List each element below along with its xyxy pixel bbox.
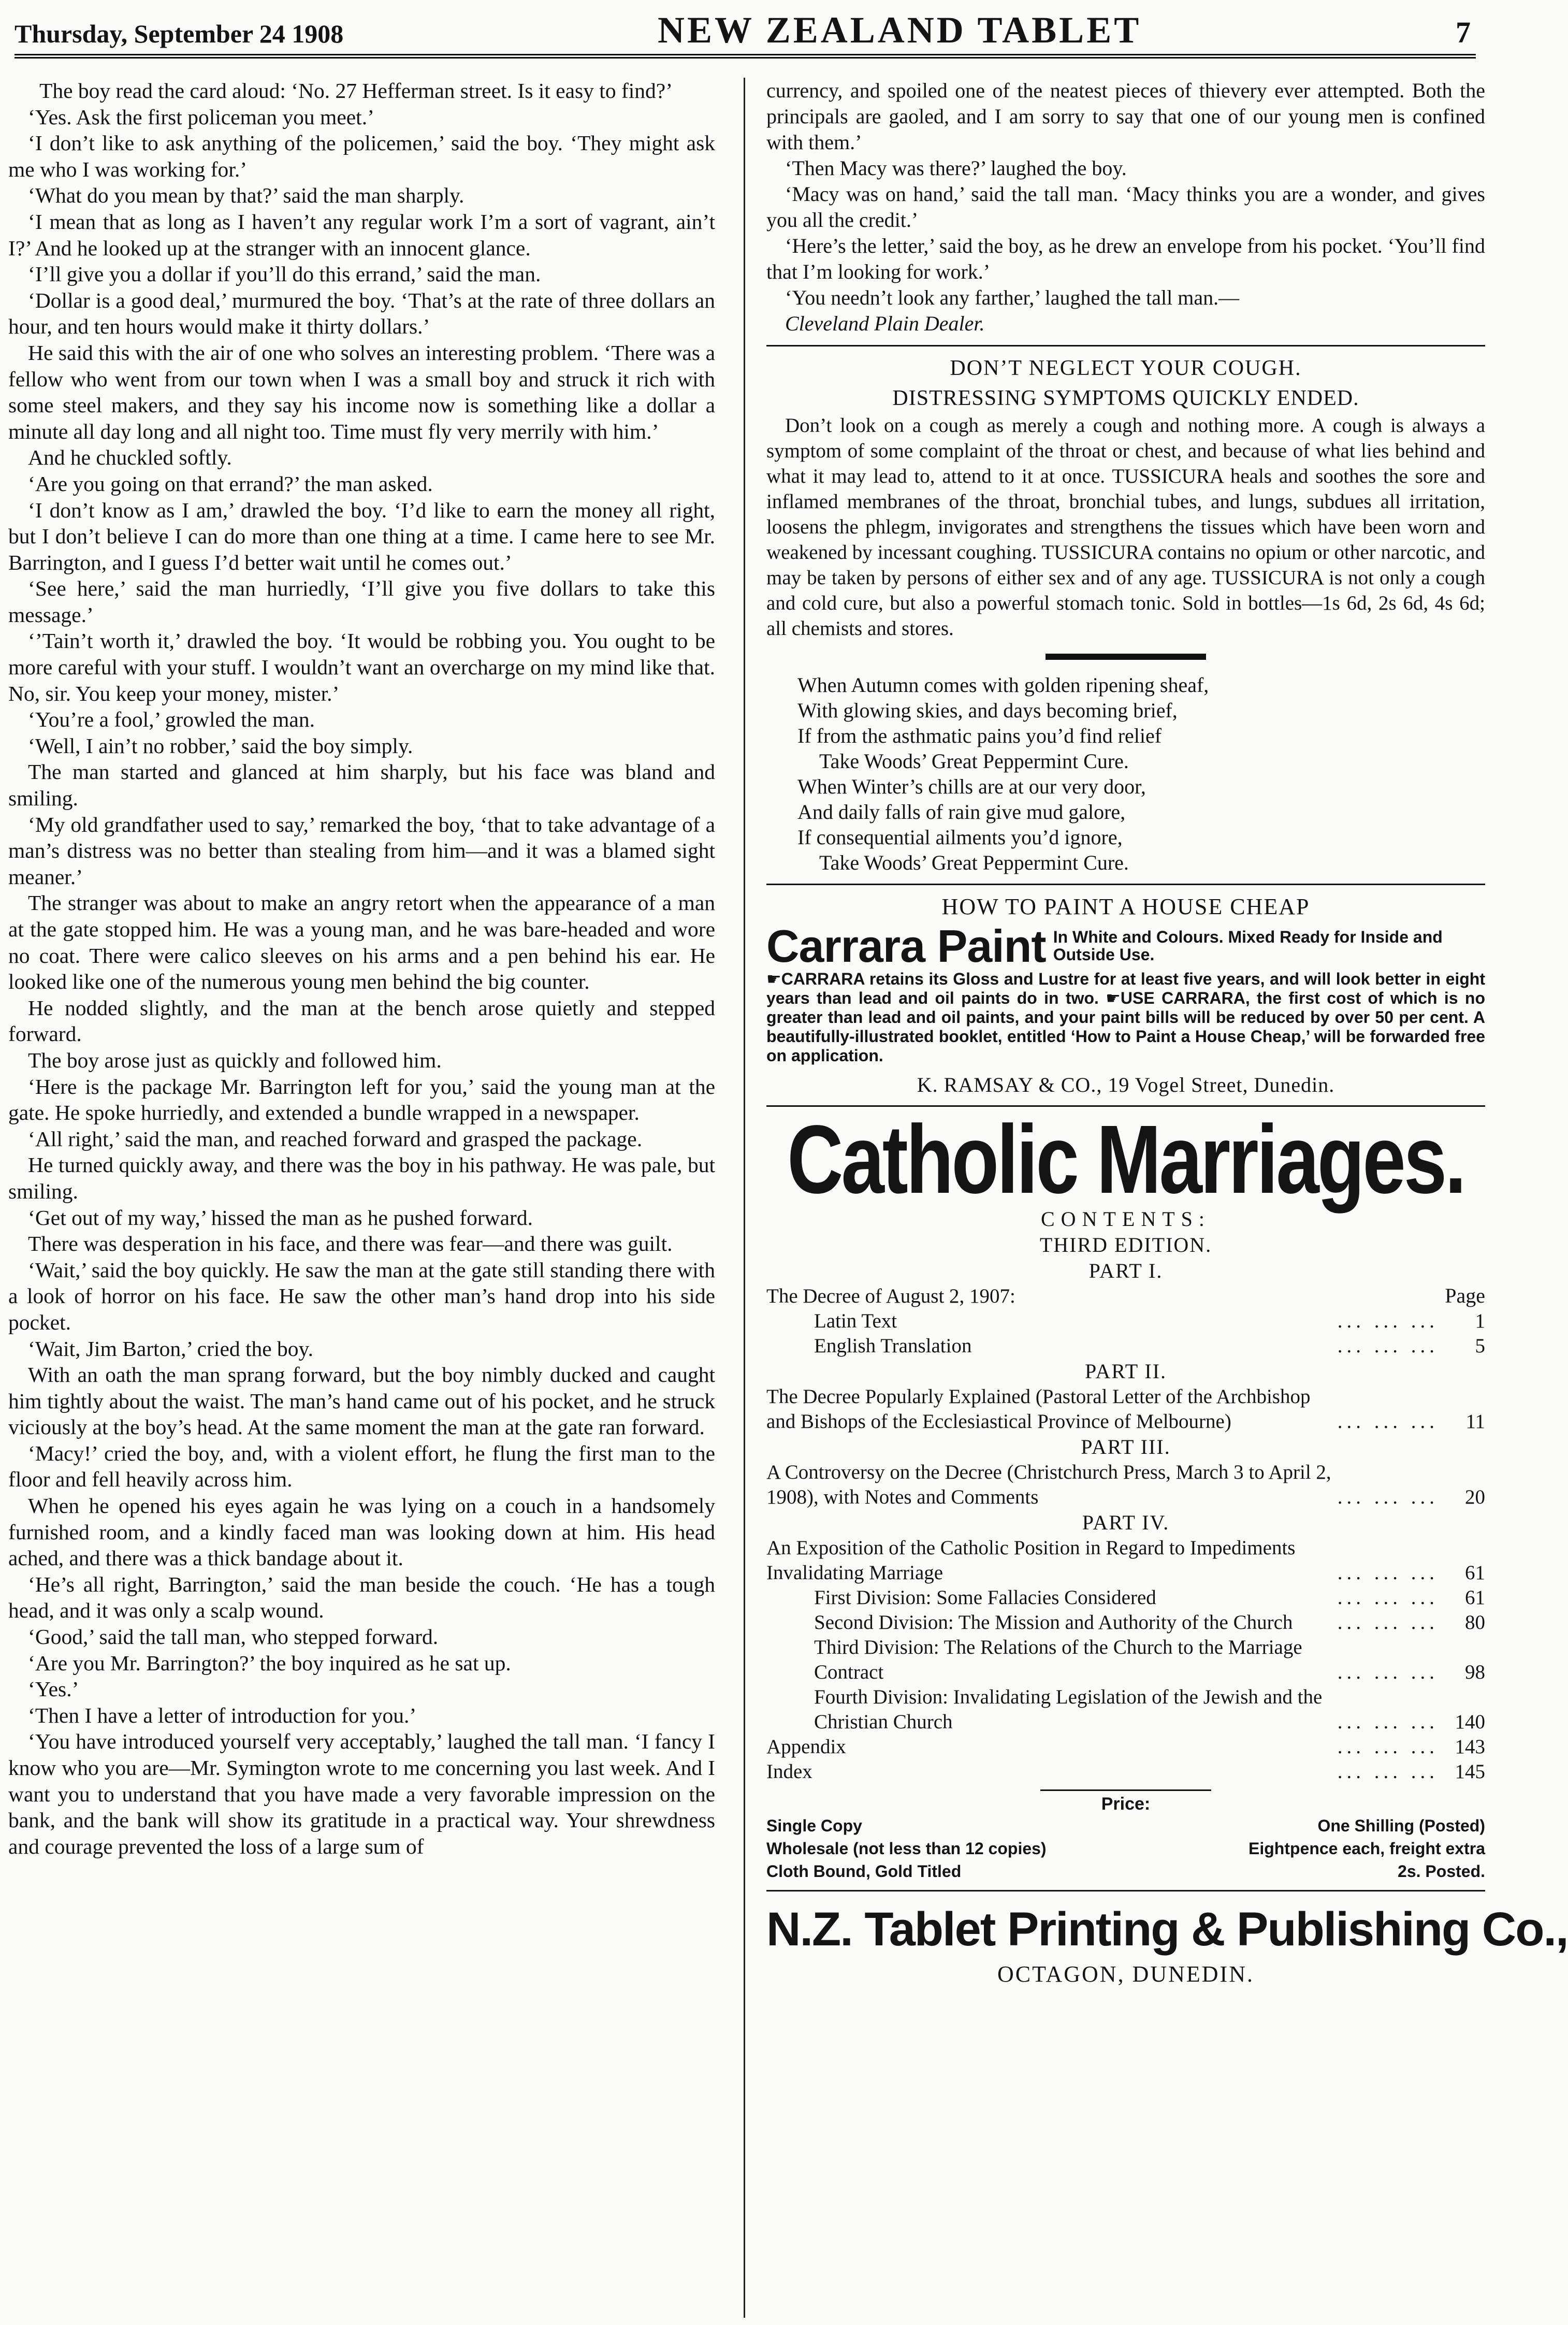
story-paragraph: There was desperation in his face, and there was fear—and there was guilt.	[28, 1232, 673, 1256]
paint-advertisement	[766, 893, 1485, 1097]
price-amount: 2s. Posted.	[1398, 1862, 1485, 1881]
masthead	[14, 9, 1476, 59]
source-line: Cleveland Plain Dealer.	[785, 312, 985, 335]
story-paragraph: With an oath the man sprang forward, but the boy nimbly ducked and caught him tightly about the waist. The man’s hand came out of his pocket, and he struck viciously at the boy’s head. At the same moment the man at the gate ran forward.	[8, 1363, 715, 1439]
toc-entry-text: The Decree of August 2, 1907:	[766, 1285, 1015, 1307]
verse-line: When Winter’s chills are at our very door,	[797, 775, 1146, 798]
price-row	[766, 1837, 1485, 1860]
toc-leader: ... ... ...	[1337, 1611, 1439, 1634]
story-text	[8, 78, 715, 1859]
story-paragraph: ‘Dollar is a good deal,’ murmured the boy. ‘That’s at the rate of three dollars an hour, and ten hours would make it thirty dollars.’	[8, 288, 715, 339]
paint-company: K. RAMSAY & CO., 19 Vogel Street, Dunedin.	[917, 1073, 1335, 1096]
cough-advertisement	[766, 356, 1485, 641]
toc-leader: ... ... ...	[1337, 1562, 1439, 1584]
story-paragraph: The boy arose just as quickly and followed him.	[28, 1048, 442, 1072]
verse-line: Take Woods’ Great Peppermint Cure.	[819, 749, 1129, 773]
toc-leader: ... ... ...	[1337, 1661, 1439, 1683]
verse-line: With glowing skies, and days becoming brief,	[797, 699, 1178, 722]
story-paragraph: He nodded slightly, and the man at the bench arose quietly and stepped forward.	[8, 995, 715, 1046]
verse-line: If from the asthmatic pains you’d find relief	[797, 724, 1162, 747]
toc-entry	[766, 1334, 1485, 1359]
contents-label: CONTENTS:	[1041, 1207, 1211, 1231]
verse-line: When Autumn comes with golden ripening sheaf,	[797, 673, 1209, 697]
toc-entry-text: Appendix	[766, 1736, 846, 1758]
toc-entry	[766, 1610, 1485, 1635]
toc-entry-text: Third Division: The Relations of the Church to the Marriage Contract	[814, 1636, 1302, 1683]
toc-leader: ... ... ...	[1337, 1586, 1439, 1609]
cough-subheading: DISTRESSING SYMPTOMS QUICKLY ENDED.	[892, 386, 1359, 410]
paint-tagline: In White and Colours. Mixed Ready for Inside and Outside Use.	[1053, 928, 1443, 964]
divider	[766, 884, 1485, 885]
toc-entry	[766, 1309, 1485, 1334]
story-paragraph: The boy read the card aloud: ‘No. 27 Hefferman street. Is it easy to find?’	[39, 79, 673, 103]
story-paragraph: ‘Well, I ain’t no robber,’ said the boy simply.	[28, 733, 413, 758]
toc-leader: ... ... ...	[1337, 1335, 1439, 1357]
right-column	[766, 78, 1568, 2320]
price-row	[766, 1860, 1485, 1883]
toc-entry-page: 61	[1465, 1586, 1485, 1609]
toc-entry	[766, 1759, 1485, 1784]
price-item: Cloth Bound, Gold Titled	[766, 1862, 962, 1881]
toc-entry-text: First Division: Some Fallacies Considered	[814, 1586, 1156, 1609]
toc-part-heading: PART II.	[1084, 1360, 1167, 1383]
toc-entry-text: Second Division: The Mission and Authority of the Church	[814, 1611, 1293, 1634]
story-continuation	[766, 78, 1485, 311]
column-divider	[744, 78, 745, 2318]
divider	[766, 1890, 1485, 1891]
story-paragraph: ‘All right,’ said the man, and reached forward and grasped the package.	[28, 1127, 643, 1151]
story-paragraph: ‘Then I have a letter of introduction for you.’	[28, 1703, 417, 1727]
toc-leader: ... ... ...	[1337, 1711, 1439, 1733]
issue-date: Thursday, September 24 1908	[14, 19, 344, 48]
toc-entry	[766, 1685, 1485, 1735]
toc-part-heading: PART III.	[1081, 1435, 1171, 1458]
story-paragraph: When he opened his eyes again he was lying on a couch in a handsomely furnished room, and a kindly faced man was looking down at him. His head ached, and there was a thick bandage about it.	[8, 1494, 715, 1570]
publisher-name: N.Z. Tablet Printing & Publishing Co.,	[766, 1903, 1568, 1956]
toc-entry-page: 20	[1465, 1486, 1485, 1508]
story-paragraph: ‘Wait,’ said the boy quickly. He saw the man at the gate still standing there with a look of horror on his face. He saw the other man’s hand drop into his side pocket.	[8, 1258, 715, 1334]
story-paragraph: ‘See here,’ said the man hurriedly, ‘I’ll give you five dollars to take this message.’	[8, 576, 715, 627]
edition-label: THIRD EDITION.	[1039, 1233, 1212, 1257]
toc-page-label: Page	[1445, 1284, 1485, 1307]
toc-entry-text: Latin Text	[814, 1310, 897, 1332]
table-of-contents	[766, 1258, 1485, 1784]
toc-leader: ... ... ...	[1337, 1410, 1439, 1433]
story-paragraph: ‘You have introduced yourself very acceptably,’ laughed the tall man. ‘I fancy I know who you are—Mr. Symington wrote to me concerning you last week. And I want you to understand that you have made a very favorable impression on the bank, and the bank will show its gratitude in a practical way. Your shrewdness and courage prevented the loss of a large sum of	[8, 1729, 715, 1858]
toc-leader: ... ... ...	[1337, 1486, 1439, 1508]
toc-entry-page: 11	[1465, 1410, 1485, 1433]
toc-entry	[766, 1735, 1485, 1759]
toc-leader: ... ... ...	[1337, 1760, 1439, 1783]
peppermint-verse	[797, 672, 1485, 875]
story-source	[766, 311, 1485, 337]
toc-leader: ... ... ...	[1337, 1736, 1439, 1758]
story-paragraph: ‘Are you Mr. Barrington?’ the boy inquired as he sat up.	[28, 1651, 511, 1675]
price-amount: Eightpence each, freight extra	[1248, 1839, 1485, 1858]
story-paragraph: ‘Then Macy was there?’ laughed the boy.	[785, 156, 1127, 180]
toc-entry-page: 145	[1455, 1760, 1485, 1783]
left-column	[8, 78, 715, 2320]
newspaper-title: NEW ZEALAND TABLET	[658, 9, 1142, 51]
toc-entry-page: 61	[1465, 1562, 1485, 1584]
toc-entry	[766, 1460, 1485, 1510]
story-paragraph: ‘What do you mean by that?’ said the man sharply.	[28, 183, 464, 208]
story-paragraph: The stranger was about to make an angry retort when the appearance of a man at the gate stopped him. He was a young man, and he was bare-headed and wore no coat. There were calico sleeves on his arms and a pen behind his ear. He looked like one of the numerous young men behind the big counter.	[8, 891, 715, 994]
price-amount: One Shilling (Posted)	[1317, 1816, 1485, 1835]
story-paragraph: ‘Yes.’	[28, 1677, 79, 1701]
story-paragraph: ‘Here’s the letter,’ said the boy, as he drew an envelope from his pocket. ‘You’ll find that I’m looking for work.’	[766, 234, 1485, 283]
divider	[1046, 654, 1206, 660]
story-paragraph: ‘I’ll give you a dollar if you’ll do this errand,’ said the man.	[28, 262, 541, 286]
toc-leader: ... ... ...	[1337, 1310, 1439, 1332]
price-item: Wholesale (not less than 12 copies)	[766, 1839, 1047, 1858]
toc-entry-page: 1	[1475, 1310, 1485, 1332]
story-paragraph: ‘Macy was on hand,’ said the tall man. ‘Macy thinks you are a wonder, and gives you all the credit.’	[766, 182, 1485, 232]
story-paragraph: The man started and glanced at him sharply, but his face was bland and smiling.	[8, 760, 715, 811]
paint-heading: HOW TO PAINT A HOUSE CHEAP	[941, 894, 1310, 919]
book-title: Catholic Marriages.	[787, 1105, 1464, 1214]
publisher-address: OCTAGON, DUNEDIN.	[997, 1961, 1254, 1987]
price-item: Single Copy	[766, 1816, 862, 1835]
story-paragraph: And he chuckled softly.	[28, 445, 232, 470]
story-paragraph: ‘I don’t like to ask anything of the policemen,’ said the boy. ‘They might ask me who I was working for.’	[8, 131, 715, 181]
story-paragraph: ‘Good,’ said the tall man, who stepped forward.	[28, 1625, 439, 1649]
story-paragraph: ‘I don’t know as I am,’ drawled the boy. ‘I’d like to earn the money all right, but I don’t believe I can do more than one thing at a time. I came here to see Mr. Barrington, and I guess I’d better wait until he comes out.’	[8, 498, 715, 574]
toc-entry-text: Fourth Division: Invalidating Legislation of the Jewish and the Christian Church	[814, 1686, 1323, 1733]
page-number: 7	[1455, 16, 1471, 49]
toc-entry	[766, 1384, 1485, 1434]
divider	[1040, 1789, 1211, 1791]
price-heading: Price:	[1101, 1794, 1151, 1814]
story-paragraph: ‘Are you going on that errand?’ the man asked.	[28, 471, 433, 496]
toc-entry	[766, 1585, 1485, 1610]
price-list	[766, 1814, 1485, 1883]
story-paragraph: ‘Yes. Ask the first policeman you meet.’	[28, 105, 374, 129]
divider	[766, 345, 1485, 346]
price-row	[766, 1814, 1485, 1837]
story-paragraph: currency, and spoiled one of the neatest pieces of thievery ever attempted. Both the principals are gaoled, and I am sorry to say that one of our young men is confined with them.’	[766, 79, 1485, 154]
toc-entry-page: 140	[1455, 1711, 1485, 1733]
toc-entry-text: English Translation	[814, 1335, 972, 1357]
cough-body: Don’t look on a cough as merely a cough and nothing more. A cough is always a symptom of some complaint of the throat or chest, and because of what lies behind and what it may lead to, attend to it at once. TUSSICURA heals and soothes the sore and inflamed membranes of the throat, bronchial tubes, and lungs, subdues all irritation, loosens the phlegm, invigorates and strengthens the tissues which have been worn and weakened by incessant coughing. TUSSICURA contains no opium or other narcotic, and may be taken by persons of either sex and of any age. TUSSICURA is not only a cough and cold cure, but also a powerful stomach tonic. Sold in bottles—1s 6d, 2s 6d, 4s 6d; all chemists and stores.	[766, 414, 1485, 640]
toc-entry-text: The Decree Popularly Explained (Pastoral Letter of the Archbishop and Bishops of the Ecclesiastical Province of Melbourne)	[766, 1385, 1311, 1433]
toc-part-heading: PART I. Page	[766, 1258, 1485, 1284]
toc-entry-page: 80	[1465, 1611, 1485, 1634]
paint-body: ☛CARRARA retains its Gloss and Lustre for at least five years, and will look better in eight years than lead and oil paints do in two. ☛USE CARRARA, the first cost of which is no greater than lead and oil paints, and your paint bills will be reduced by over 50 per cent. A beautifully-illustrated booklet, entitled ‘How to Paint a House Cheap,’ will be forwarded free on application.	[766, 970, 1485, 1065]
carrara-brand: Carrara Paint	[766, 920, 1046, 972]
story-paragraph: He turned quickly away, and there was the boy in his pathway. He was pale, but smiling.	[8, 1153, 715, 1203]
story-paragraph: ‘I mean that as long as I haven’t any regular work I’m a sort of vagrant, ain’t I?’ And he looked up at the stranger with an innocent glance.	[8, 209, 715, 260]
toc-entry-page: 143	[1455, 1736, 1485, 1758]
verse-line: And daily falls of rain give mud galore,	[797, 800, 1126, 824]
story-paragraph: ‘Wait, Jim Barton,’ cried the boy.	[28, 1336, 313, 1361]
story-paragraph: ‘’Tain’t worth it,’ drawled the boy. ‘It would be robbing you. You ought to be more careful with your stuff. I wouldn’t want an overcharge on my mind like that. No, sir. You keep your money, mister.’	[8, 629, 715, 705]
toc-entry-text: Index	[766, 1760, 812, 1783]
toc-entry	[766, 1635, 1485, 1685]
toc-entry-page: 5	[1475, 1335, 1485, 1357]
toc-entry-text: A Controversy on the Decree (Christchurch Press, March 3 to April 2, 1908), with Notes and Comments	[766, 1461, 1331, 1508]
toc-entry	[766, 1284, 1485, 1309]
cough-heading: DON’T NEGLECT YOUR COUGH.	[950, 356, 1302, 380]
toc-entry-text: An Exposition of the Catholic Position in Regard to Impediments Invalidating Marriage	[766, 1537, 1296, 1584]
story-paragraph: ‘He’s all right, Barrington,’ said the man beside the couch. ‘He has a tough head, and it was only a scalp wound.	[8, 1572, 715, 1623]
story-paragraph: ‘You needn’t look any farther,’ laughed the tall man.—	[785, 286, 1240, 309]
toc-entry	[766, 1536, 1485, 1585]
story-paragraph: ‘You’re a fool,’ growled the man.	[28, 707, 315, 732]
story-paragraph: ‘My old grandfather used to say,’ remarked the boy, ‘that to take advantage of a man’s distress was no better than stealing from him—and it was a blamed sight meaner.’	[8, 812, 715, 889]
toc-part-heading: PART IV.	[1082, 1511, 1170, 1534]
story-paragraph: ‘Here is the package Mr. Barrington left for you,’ said the young man at the gate. He spoke hurriedly, and extended a bundle wrapped in a newspaper.	[8, 1074, 715, 1125]
verse-line: Take Woods’ Great Peppermint Cure.	[819, 851, 1129, 874]
book-advertisement	[766, 1105, 1568, 1987]
verse-line: If consequential ailments you’d ignore,	[797, 826, 1123, 849]
story-paragraph: He said this with the air of one who solves an interesting problem. ‘There was a fellow who went from our town when I was a small boy and struck it rich with some steel makers, and they say his income now is something like a dollar a minute all day long and all night too. Time must fly very merrily with him.’	[8, 340, 715, 443]
story-paragraph: ‘Get out of my way,’ hissed the man as he pushed forward.	[28, 1205, 533, 1230]
story-paragraph: ‘Macy!’ cried the boy, and, with a violent effort, he flung the first man to the floor and fell heavily across him.	[8, 1441, 715, 1492]
toc-entry-page: 98	[1465, 1661, 1485, 1683]
